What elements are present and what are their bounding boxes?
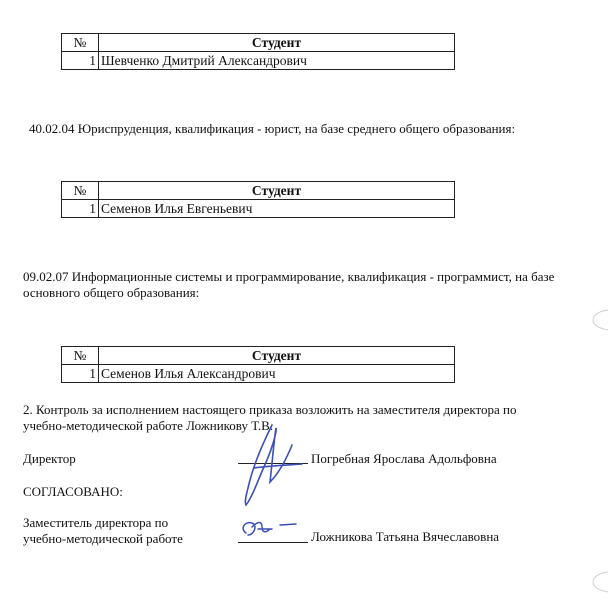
number-column-header: №: [62, 34, 99, 52]
table-row: [62, 200, 455, 218]
student-name: Семенов Илья Александрович: [99, 365, 455, 383]
row-number: 1: [62, 365, 99, 383]
number-column-header: №: [62, 347, 99, 365]
deputy-label-line-2: учебно-методической работе: [23, 531, 183, 546]
table-header-row: [62, 182, 455, 200]
deputy-name: Ложникова Татьяна Вячеславовна: [311, 529, 500, 544]
student-table-3: [61, 346, 455, 383]
specialty-law: 40.02.04 Юриспруденция, квалификация - юрист, на базе среднего общего образования:: [29, 121, 516, 136]
row-number: 1: [62, 200, 99, 218]
punch-hole-mark: [580, 308, 610, 332]
director-label: Директор: [23, 451, 76, 466]
deputy-label-line-1: Заместитель директора по: [23, 515, 169, 530]
student-column-header: Студент: [99, 34, 455, 52]
director-signature: [232, 420, 312, 510]
row-number: 1: [62, 52, 99, 70]
table-row: [62, 52, 455, 70]
specialty-it-line-1: 09.02.07 Информационные системы и программирование, квалификация - программист, на базе: [23, 269, 555, 284]
table-header-row: [62, 347, 455, 365]
student-column-header: Студент: [99, 182, 455, 200]
student-column-header: Студент: [99, 347, 455, 365]
control-clause-line-2: учебно-методической работе Ложникову Т.В.: [23, 418, 274, 433]
table-row: [62, 365, 455, 383]
deputy-signature: [236, 515, 306, 545]
control-clause-line-1: 2. Контроль за исполнением настоящего приказа возложить на заместителя директора по: [23, 402, 517, 417]
agreed-label: СОГЛАСОВАНО:: [23, 484, 123, 499]
specialty-it-line-2: основного общего образования:: [23, 285, 200, 300]
student-table-1: [61, 33, 455, 70]
student-name: Семенов Илья Евгеньевич: [99, 200, 455, 218]
director-name: Погребная Ярослава Адольфовна: [311, 451, 497, 466]
number-column-header: №: [62, 182, 99, 200]
student-name: Шевченко Дмитрий Александрович: [99, 52, 455, 70]
student-table-2: [61, 181, 455, 218]
punch-hole-mark: [580, 570, 610, 594]
table-header-row: [62, 34, 455, 52]
